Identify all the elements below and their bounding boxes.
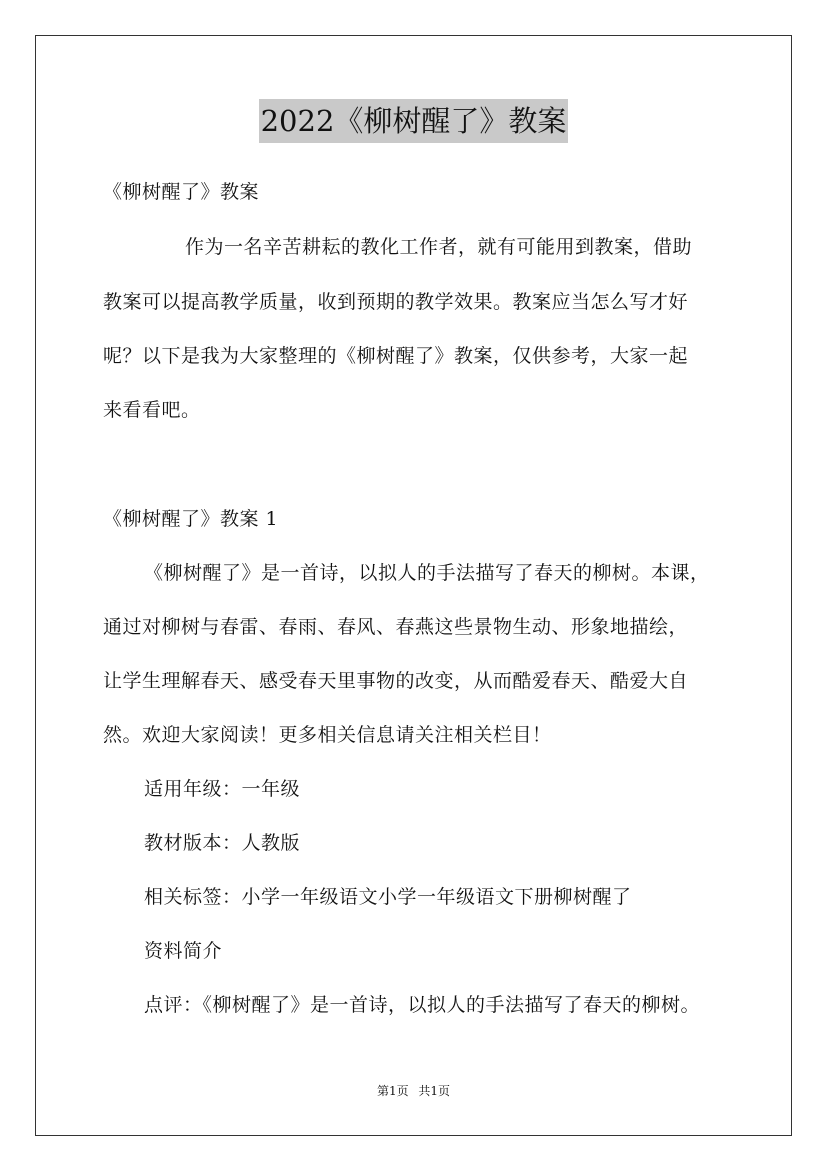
document-title: 2022《柳树醒了》教案 xyxy=(259,99,569,143)
meta-tags: 相关标签：小学一年级语文小学一年级语文下册柳树醒了 xyxy=(144,886,632,908)
intro-line-1: 作为一名辛苦耕耘的教化工作者，就有可能用到教案，借助 xyxy=(185,236,693,258)
intro-line-3: 呢？以下是我为大家整理的《柳树醒了》教案，仅供参考，大家一起 xyxy=(103,345,689,367)
meta-grade: 适用年级：一年级 xyxy=(144,778,301,800)
intro-line-4: 来看看吧。 xyxy=(103,399,201,421)
section-1-line-1: 《柳树醒了》是一首诗，以拟人的手法描写了春天的柳树。本课， xyxy=(144,562,710,584)
section-1-line-3: 让学生理解春天、感受春天里事物的改变，从而酷爱春天、酷爱大自 xyxy=(103,670,689,692)
page-footer xyxy=(0,1082,827,1100)
summary-heading: 资料简介 xyxy=(144,940,223,962)
page-total: 共1页 xyxy=(418,1084,451,1098)
intro-line-2: 教案可以提高教学质量，收到预期的教学效果。教案应当怎么写才好 xyxy=(103,291,689,313)
title-container xyxy=(0,99,827,143)
page-number: 第1页 xyxy=(376,1084,409,1098)
section-1-line-2: 通过对柳树与春雷、春雨、春风、春燕这些景物生动、形象地描绘， xyxy=(103,616,689,638)
section-1-heading: 《柳树醒了》教案 1 xyxy=(103,508,279,530)
meta-edition: 教材版本：人教版 xyxy=(144,832,301,854)
document-subtitle: 《柳树醒了》教案 xyxy=(103,181,260,203)
section-1-line-4: 然。欢迎大家阅读！更多相关信息请关注相关栏目！ xyxy=(103,724,552,746)
comment-line: 点评：《柳树醒了》是一首诗，以拟人的手法描写了春天的柳树。 xyxy=(144,994,701,1016)
